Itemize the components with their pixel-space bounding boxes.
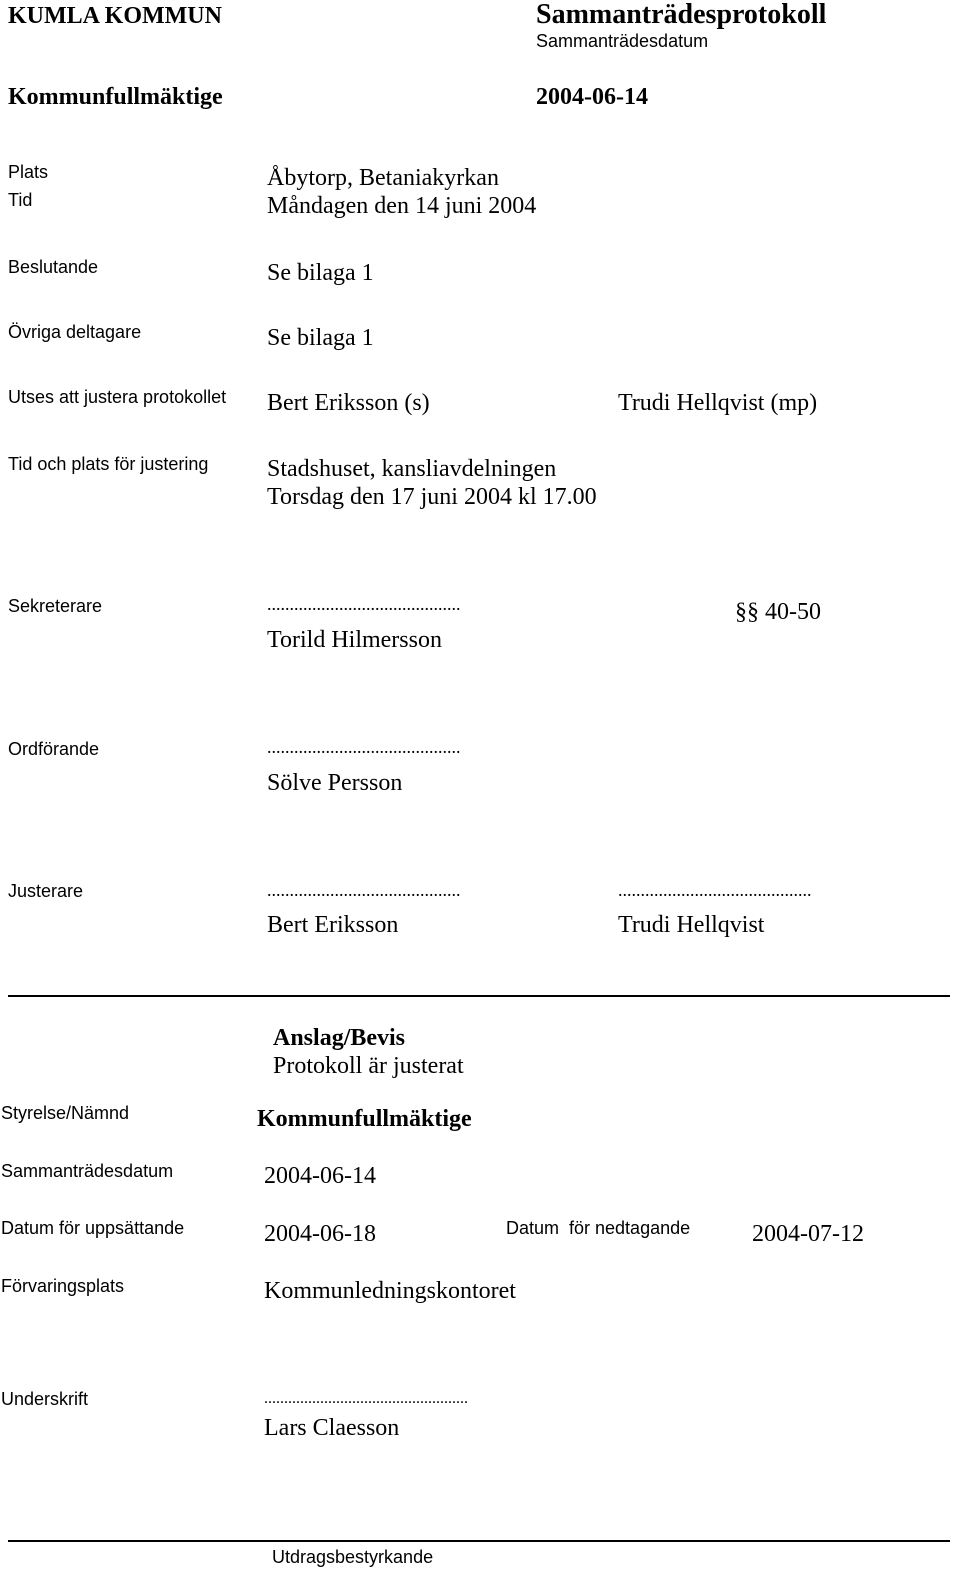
place-value: Åbytorp, Betaniakyrkan bbox=[267, 165, 499, 191]
deciding-label: Beslutande bbox=[8, 257, 99, 277]
municipality-name: KUMLA KOMMUN bbox=[8, 3, 222, 29]
document-type: Sammanträdesprotokoll bbox=[536, 0, 827, 30]
header-body: Kommunfullmäktige bbox=[8, 84, 223, 110]
secretary-name: Torild Hilmersson bbox=[267, 627, 442, 653]
notice-date-value: 2004-06-14 bbox=[264, 1163, 376, 1189]
signer-name: Lars Claesson bbox=[264, 1415, 400, 1441]
signature-label: Underskrift bbox=[1, 1389, 89, 1409]
posting-date-label: Datum för uppsättande bbox=[1, 1218, 185, 1238]
signature-line: ................................................... bbox=[264, 1390, 468, 1407]
adjuster-2-name: Trudi Hellqvist bbox=[618, 912, 765, 938]
storage-label: Förvaringsplats bbox=[1, 1276, 125, 1296]
chair-label: Ordförande bbox=[8, 739, 100, 759]
notice-date-label: Sammanträdesdatum bbox=[1, 1161, 174, 1181]
posting-date-value: 2004-06-18 bbox=[264, 1221, 376, 1247]
adjuster-1-name: Bert Eriksson bbox=[267, 912, 399, 938]
adjusters-label: Justerare bbox=[8, 881, 84, 901]
chair-name: Sölve Persson bbox=[267, 770, 403, 796]
adjust-time: Torsdag den 17 juni 2004 kl 17.00 bbox=[267, 484, 597, 510]
time-label: Tid bbox=[8, 190, 33, 210]
adjuster-2: Trudi Hellqvist (mp) bbox=[618, 390, 818, 416]
place-label: Plats bbox=[8, 162, 49, 182]
board-label: Styrelse/Nämnd bbox=[1, 1103, 130, 1123]
time-value: Måndagen den 14 juni 2004 bbox=[267, 193, 537, 219]
notice-subtitle: Protokoll är justerat bbox=[273, 1053, 464, 1079]
footer-label: Utdragsbestyrkande bbox=[272, 1547, 434, 1567]
deciding-value: Se bilaga 1 bbox=[267, 260, 374, 286]
removal-date-value: 2004-07-12 bbox=[752, 1221, 864, 1247]
section-divider bbox=[8, 995, 950, 997]
adjuster-1: Bert Eriksson (s) bbox=[267, 390, 430, 416]
others-label: Övriga deltagare bbox=[8, 322, 142, 342]
others-value: Se bilaga 1 bbox=[267, 325, 374, 351]
notice-title: Anslag/Bevis bbox=[273, 1025, 406, 1051]
storage-value: Kommunledningskontoret bbox=[264, 1278, 516, 1304]
header-date-label: Sammanträdesdatum bbox=[536, 31, 709, 51]
board-value: Kommunfullmäktige bbox=[257, 1106, 472, 1132]
adjuster-2-signature-line: ........................................... bbox=[618, 880, 812, 900]
adjuster-1-signature-line: ........................................... bbox=[267, 880, 461, 900]
removal-date-label: Datum för nedtagande bbox=[506, 1218, 691, 1238]
paragraph-range: §§ 40-50 bbox=[735, 599, 821, 625]
secretary-signature-line: ........................................... bbox=[267, 594, 461, 614]
chair-signature-line: ........................................... bbox=[267, 737, 461, 757]
adjust-time-label: Tid och plats för justering bbox=[8, 454, 209, 474]
adjust-label: Utses att justera protokollet bbox=[8, 387, 227, 407]
adjust-place: Stadshuset, kansliavdelningen bbox=[267, 456, 557, 482]
secretary-label: Sekreterare bbox=[8, 596, 103, 616]
footer-divider bbox=[8, 1540, 950, 1542]
header-date: 2004-06-14 bbox=[536, 84, 648, 110]
